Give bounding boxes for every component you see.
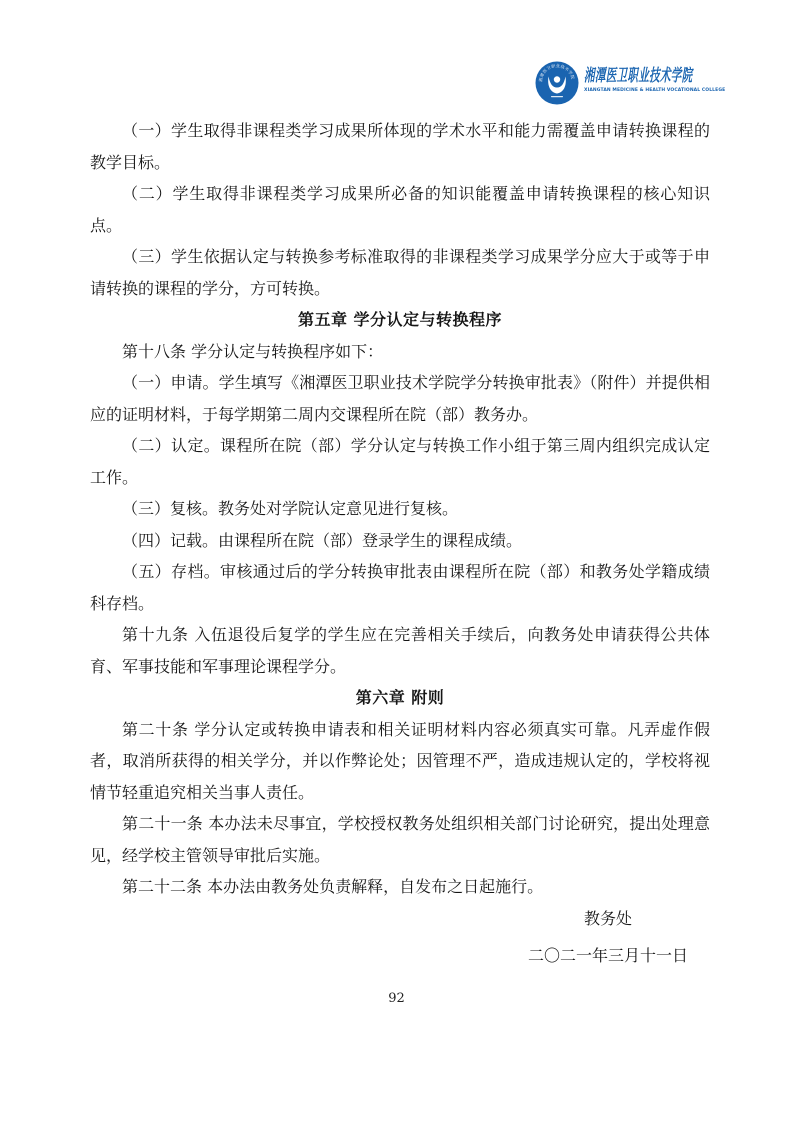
signature-department: 教务处 [583, 908, 632, 928]
chapter-heading-6: 第六章 附则 [355, 688, 445, 707]
paragraph: （一）学生取得非课程类学习成果所体现的学术水平和能力需覆盖申请转换课程的教学目标。 [90, 121, 710, 172]
paragraph: （一）申请。学生填写《湘潭医卫职业技术学院学分转换审批表》（附件）并提供相应的证明材料，于每学期第二周内交课程所在院（部）教务办。 [90, 373, 710, 424]
college-name-en: XIANGTAN MEDICINE & HEALTH VOCATIONAL COLLEGE [584, 87, 726, 93]
paragraph: 第二十条 学分认定或转换申请表和相关证明材料内容必须真实可靠。凡弄虚作假者，取消所获得的相关学分，并以作弊论处；因管理不严，造成违规认定的，学校将视情节轻重追究相关当事人责任。 [90, 719, 710, 802]
paragraph: 第十九条 入伍退役后复学的学生应在完善相关手续后，向教务处申请获得公共体育、军事技能和军事理论课程学分。 [90, 625, 710, 676]
paragraph: （三）复核。教务处对学院认定意见进行复核。 [122, 499, 459, 518]
college-emblem-icon [535, 61, 579, 105]
paragraph: （三）学生依据认定与转换参考标准取得的非课程类学习成果学分应大于或等于申请转换的课程的学分，方可转换。 [90, 247, 710, 298]
paragraph: 第二十二条 本办法由教务处负责解释，自发布之日起施行。 [122, 877, 544, 896]
document-body [90, 115, 710, 972]
signature-block [508, 903, 708, 972]
signature-date: 二〇二一年三月十一日 [527, 946, 688, 965]
paragraph: （二）认定。课程所在院（部）学分认定与转换工作小组于第三周内组织完成认定工作。 [90, 436, 710, 487]
paragraph: （二）学生取得非课程类学习成果所必备的知识能覆盖申请转换课程的核心知识点。 [90, 184, 710, 235]
svg-text:湘潭医卫职业技术学院: 湘潭医卫职业技术学院 [537, 63, 576, 83]
page-number: 92 [388, 991, 405, 1006]
college-name-block [584, 61, 793, 96]
paragraph: 第二十一条 本办法未尽事宜，学校授权教务处组织相关部门讨论研究，提出处理意见，经学校主管领导审批后实施。 [90, 814, 710, 865]
paragraph: （四）记载。由课程所在院（部）登录学生的课程成绩。 [122, 530, 523, 550]
chapter-heading-5: 第五章 学分认定与转换程序 [297, 310, 503, 329]
college-logo [535, 61, 793, 105]
paragraph: 第十八条 学分认定与转换程序如下： [122, 341, 384, 361]
paragraph: （五）存档。审核通过后的学分转换审批表由课程所在院（部）和教务处学籍成绩科存档。 [90, 562, 710, 613]
college-name-zh: 湘潭医卫职业技术学院 [584, 66, 693, 86]
